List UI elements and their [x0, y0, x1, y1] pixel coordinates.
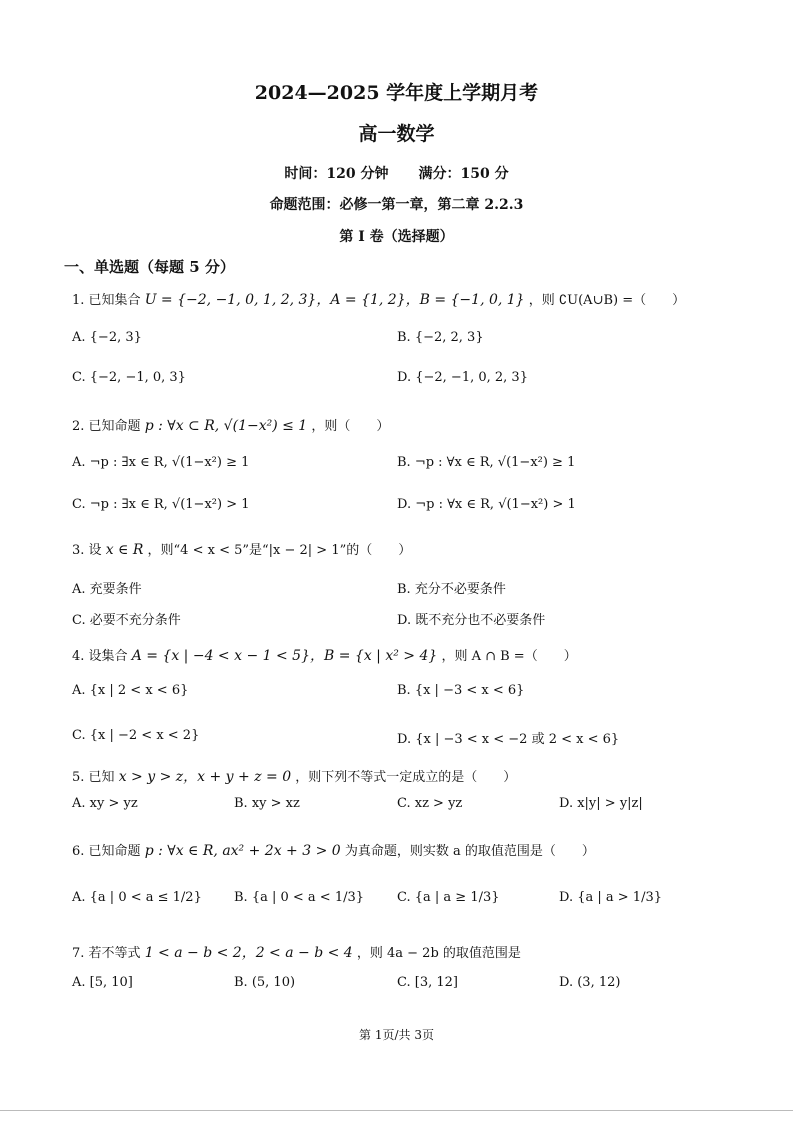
question-7-option-d: D. (3, 12)	[559, 975, 621, 990]
question-3-option-b: B. 充分不必要条件	[397, 582, 506, 597]
page-subtitle: 高一数学	[358, 123, 435, 145]
exam-scope: 命题范围：必修一第一章，第二章 2.2.3	[269, 197, 524, 213]
question-3	[72, 539, 411, 558]
question-1	[72, 289, 685, 309]
question-4-option-c: C. {x | −2 < x < 2}	[72, 728, 200, 743]
page-title: 2024—2025 学年度上学期月考	[254, 82, 539, 104]
question-5-option-a: A. xy > yz	[72, 796, 138, 811]
question-1-option-d: D. {−2, −1, 0, 2, 3}	[397, 370, 528, 385]
question-7-option-b: B. (5, 10)	[234, 975, 296, 990]
question-2-option-b: B. ¬p : ∀x ∈ R, √(1−x²) ≥ 1	[397, 455, 576, 470]
question-2-option-c: C. ¬p : ∃x ∈ R, √(1−x²) > 1	[72, 497, 250, 512]
question-4-option-a: A. {x | 2 < x < 6}	[72, 683, 189, 698]
question-6-suffix: 为真命题，则实数 a 的取值范围是（ ）	[344, 844, 595, 859]
question-4-math: A = {x | −4 < x − 1 < 5}，B = {x | x² > 4}	[131, 648, 438, 664]
question-6-option-d: D. {a | a > 1/3}	[559, 890, 662, 905]
question-4	[72, 645, 577, 665]
question-3-option-c: C. 必要不充分条件	[72, 613, 181, 628]
question-1-option-b: B. {−2, 2, 3}	[397, 330, 484, 345]
question-2-suffix: ，则（ ）	[311, 419, 390, 434]
question-2-math: p : ∀x ⊂ R, √(1−x²) ≤ 1	[144, 418, 308, 434]
question-3-option-d: D. 既不充分也不必要条件	[397, 613, 546, 628]
question-7-prefix: 7. 若不等式	[72, 946, 141, 961]
question-1-suffix: ，则 ∁U(A∪B) =（ ）	[528, 293, 686, 308]
page-footer: 第 1页/共 3页	[359, 1028, 434, 1042]
question-4-option-d: D. {x | −3 < x < −2 或 2 < x < 6}	[397, 732, 620, 747]
question-3-math: x ∈ R	[105, 542, 144, 558]
question-6-math: p : ∀x ∈ R, ax² + 2x + 3 > 0	[144, 843, 341, 859]
question-5-option-d: D. x|y| > y|z|	[559, 796, 643, 811]
question-3-suffix: ，则“4 < x < 5”是“|x − 2| > 1”的（ ）	[147, 543, 412, 558]
exam-score: 满分：150 分	[418, 166, 509, 182]
question-5	[72, 766, 516, 786]
question-4-suffix: ，则 A ∩ B =（ ）	[441, 649, 577, 664]
question-3-option-a: A. 充要条件	[72, 582, 142, 597]
question-2-option-a: A. ¬p : ∃x ∈ R, √(1−x²) ≥ 1	[72, 455, 250, 470]
question-1-prefix: 1. 已知集合	[72, 293, 141, 308]
question-6	[72, 840, 595, 859]
question-1-math: U = {−2, −1, 0, 1, 2, 3}，A = {1, 2}，B = {−1, 0, 1}	[144, 292, 525, 308]
question-5-prefix: 5. 已知	[72, 770, 115, 785]
question-7-suffix: ，则 4a − 2b 的取值范围是	[356, 946, 521, 961]
question-5-suffix: ，则下列不等式一定成立的是（ ）	[295, 770, 517, 785]
exam-volume: 第 I 卷（选择题）	[339, 229, 454, 245]
exam-meta-time-score	[0, 163, 793, 183]
question-6-option-c: C. {a | a ≥ 1/3}	[397, 890, 500, 905]
question-1-option-c: C. {−2, −1, 0, 3}	[72, 370, 186, 385]
question-2-prefix: 2. 已知命题	[72, 419, 141, 434]
question-1-option-a: A. {−2, 3}	[72, 330, 142, 345]
question-6-option-b: B. {a | 0 < a < 1/3}	[234, 890, 365, 905]
question-6-option-a: A. {a | 0 < a ≤ 1/2}	[72, 890, 202, 905]
question-7-math: 1 < a − b < 2，2 < a − b < 4	[144, 945, 353, 961]
question-4-prefix: 4. 设集合	[72, 649, 128, 664]
exam-time: 时间：120 分钟	[284, 166, 389, 182]
bottom-divider	[0, 1110, 793, 1111]
question-5-math: x > y > z，x + y + z = 0	[118, 769, 292, 785]
question-4-option-b: B. {x | −3 < x < 6}	[397, 683, 525, 698]
question-7-option-a: A. [5, 10]	[72, 975, 133, 990]
question-7	[72, 942, 521, 962]
question-2	[72, 415, 389, 434]
question-5-option-c: C. xz > yz	[397, 796, 463, 811]
question-3-prefix: 3. 设	[72, 543, 102, 558]
question-5-option-b: B. xy > xz	[234, 796, 300, 811]
question-2-option-d: D. ¬p : ∀x ∈ R, √(1−x²) > 1	[397, 497, 576, 512]
section-heading: 一、单选题（每题 5 分）	[64, 258, 235, 276]
question-7-option-c: C. [3, 12]	[397, 975, 458, 990]
question-6-prefix: 6. 已知命题	[72, 844, 141, 859]
